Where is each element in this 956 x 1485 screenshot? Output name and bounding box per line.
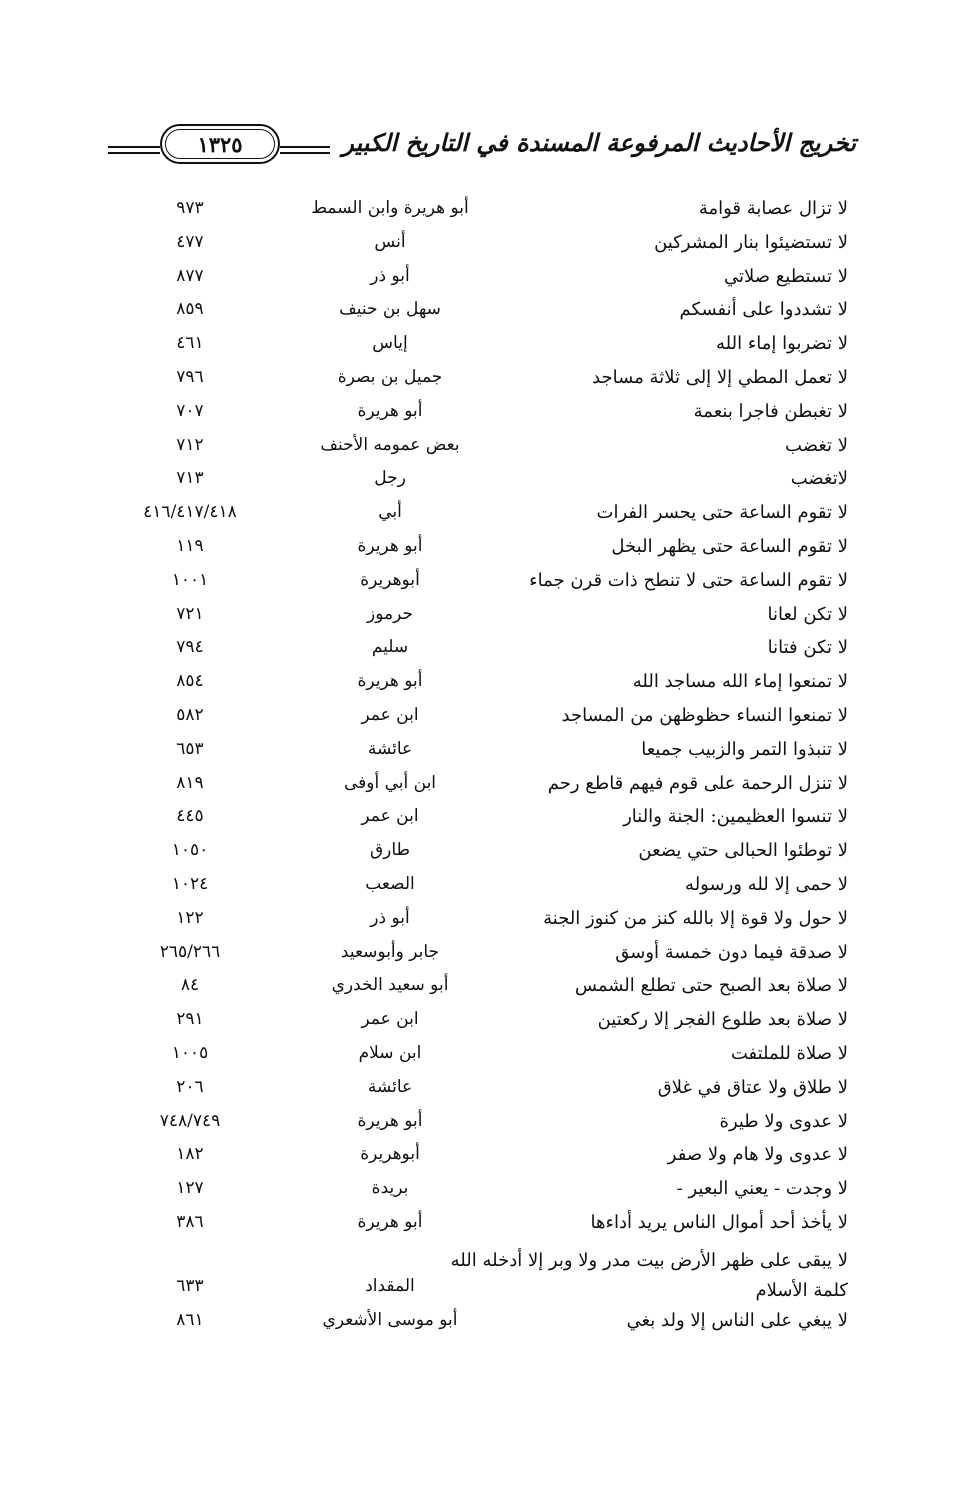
hadith-text: لا عدوى ولا هام ولا صفر <box>667 1144 848 1166</box>
hadith-number: ٤٧٧ <box>176 231 204 252</box>
hadith-number: ١٠٢٤ <box>171 873 209 894</box>
header-rule-mid <box>280 146 330 148</box>
hadith-number: ٢٦٥/٢٦٦ <box>159 941 221 962</box>
index-row <box>100 498 856 532</box>
narrator: أبوهريرة <box>360 569 420 590</box>
index-row <box>100 735 856 769</box>
hadith-number: ٨٥٩ <box>176 299 204 320</box>
hadith-number: ١٠٠١ <box>171 569 209 590</box>
hadith-text: لا تستطيع صلاتي <box>723 265 848 287</box>
hadith-number: ٢٩١ <box>176 1009 204 1030</box>
hadith-text: لا صدقة فيما دون خمسة أوسق <box>615 941 848 963</box>
header-rule-left <box>108 146 160 148</box>
narrator: سهل بن حنيف <box>339 299 441 320</box>
narrator: ابن سلام <box>358 1042 422 1063</box>
index-row <box>100 464 856 498</box>
index-row <box>100 532 856 566</box>
hadith-number: ٦٥٣ <box>176 738 204 759</box>
narrator: أبو هريرة <box>357 1110 423 1131</box>
index-row <box>100 363 856 397</box>
index-row <box>100 1107 856 1141</box>
hadith-text: لا تقوم الساعة حتى لا تنطح ذات قرن جماء <box>529 569 848 591</box>
narrator: سليم <box>371 637 409 658</box>
hadith-text: لا تستضيئوا بنار المشركين <box>654 231 848 253</box>
hadith-number: ٢٠٦ <box>176 1076 204 1097</box>
hadith-text: لا يبقى على ظهر الأرض بيت مدر ولا وبر إلا أدخله الله كلمة الأسلام <box>450 1249 848 1301</box>
hadith-number: ٨١٩ <box>176 772 204 793</box>
index-row <box>100 194 856 228</box>
hadith-text: لا عدوى ولا طيرة <box>719 1110 848 1132</box>
index-row <box>100 295 856 329</box>
hadith-text: لا صلاة بعد طلوع الفجر إلا ركعتين <box>597 1009 848 1031</box>
hadith-number: ٧٩٤ <box>176 637 204 658</box>
index-row <box>100 262 856 296</box>
hadith-number: ١٢٧ <box>176 1178 204 1199</box>
narrator: المقداد <box>365 1275 415 1296</box>
narrator: أبو موسى الأشعري <box>322 1309 458 1330</box>
index-row <box>100 1039 856 1073</box>
hadith-text: لا تمنعوا النساء حظوظهن من المساجد <box>561 704 848 726</box>
page-header <box>108 122 856 170</box>
hadith-text: لا طلاق ولا عتاق في غلاق <box>657 1076 848 1098</box>
hadith-number: ١١٩ <box>176 535 204 556</box>
index-row <box>100 769 856 803</box>
narrator: أبوهريرة <box>360 1144 420 1165</box>
hadith-text: لا تشددوا على أنفسكم <box>679 299 848 321</box>
hadith-number: ٧١٣ <box>176 468 204 489</box>
index-row <box>100 1208 856 1242</box>
hadith-text: لا تعمل المطي إلا إلى ثلاثة مساجد <box>592 366 848 388</box>
hadith-number: ٩٧٣ <box>176 198 204 218</box>
index-row <box>100 938 856 972</box>
narrator: أبو سعيد الخدري <box>331 975 449 996</box>
hadith-number: ٨٧٧ <box>176 265 204 286</box>
running-title: تخريج الأحاديث المرفوعة المسندة في التاريخ الكبير <box>342 128 856 157</box>
hadith-text: لا صلاة للملتفت <box>730 1042 848 1064</box>
index-row <box>100 397 856 431</box>
hadith-number: ١٢٢ <box>176 907 204 928</box>
narrator: جميل بن بصرة <box>337 366 443 387</box>
narrator: أبو هريرة <box>357 1211 423 1232</box>
hadith-text: لا تكن فتانا <box>767 637 848 659</box>
index-row <box>100 633 856 667</box>
hadith-number: ٧١٢ <box>176 434 204 455</box>
narrator: أبي <box>378 502 402 523</box>
hadith-number: ٨٥٤ <box>176 671 204 692</box>
hadith-number: ١٠٥٠ <box>171 840 209 861</box>
hadith-number: ٥٨٢ <box>176 704 204 725</box>
hadith-text: لا تقوم الساعة حتى يحسر الفرات <box>596 502 848 524</box>
index-row <box>100 600 856 634</box>
hadith-number: ٧٩٦ <box>176 366 204 387</box>
hadith-number: ٨٤ <box>180 975 200 996</box>
narrator: رجل <box>374 468 406 489</box>
hadith-text: لا تزال عصابة قوامة <box>698 198 848 219</box>
hadith-text: لا تمنعوا إماء الله مساجد الله <box>632 671 848 693</box>
page-number: ١٣٢٥ <box>165 129 275 159</box>
hadith-text: لا تنبذوا التمر والزبيب جميعا <box>641 738 848 760</box>
narrator: أنس <box>374 231 406 252</box>
index-row <box>100 667 856 701</box>
narrator: إياس <box>372 333 408 354</box>
index-row <box>100 566 856 600</box>
narrator: بعض عمومه الأحنف <box>320 434 460 455</box>
hadith-number: ١٨٢ <box>176 1144 204 1165</box>
hadith-number: ٦٣٣ <box>176 1275 204 1296</box>
hadith-text: لا تضربوا إماء الله <box>716 333 848 355</box>
index-row <box>100 1242 856 1306</box>
index-row <box>100 836 856 870</box>
hadith-number: ٤٦١ <box>176 333 204 354</box>
index-row <box>100 329 856 363</box>
hadith-text: لا تنسوا العظيمين: الجنة والنار <box>623 806 848 828</box>
index-row <box>100 431 856 465</box>
hadith-text: لاتغضب <box>790 468 848 490</box>
index-row <box>100 904 856 938</box>
hadith-text: لا تغضب <box>785 434 848 456</box>
index-row <box>100 870 856 904</box>
page-number-badge <box>160 124 280 164</box>
narrator: أبو ذر <box>370 265 410 286</box>
header-rule-mid-2 <box>280 152 330 154</box>
narrator: أبو هريرة <box>357 400 423 421</box>
hadith-number: ٣٨٦ <box>176 1211 204 1232</box>
narrator: جابر وأبوسعيد <box>340 941 440 962</box>
header-rule-left-2 <box>108 152 160 154</box>
hadith-number: ١٠٠٥ <box>171 1042 209 1063</box>
narrator: أبو هريرة <box>357 535 423 556</box>
narrator: أبو ذر <box>370 907 410 928</box>
hadith-number: ٨٦١ <box>176 1309 204 1330</box>
narrator: طارق <box>369 840 411 861</box>
hadith-text: لا يأخذ أحد أموال الناس يريد أداءها <box>590 1211 848 1233</box>
narrator: ابن عمر <box>361 1009 419 1030</box>
hadith-text: لا صلاة بعد الصبح حتى تطلع الشمس <box>574 975 848 997</box>
hadith-number: ٧٤٨/٧٤٩ <box>159 1110 221 1131</box>
index-row <box>100 1005 856 1039</box>
index-row <box>100 1073 856 1107</box>
hadith-text: لا توطئوا الحبالى حتي يضعن <box>638 840 848 862</box>
index-row <box>100 1140 856 1174</box>
hadith-text: لا تكن لعانا <box>767 603 848 625</box>
narrator: بريدة <box>371 1178 409 1199</box>
narrator: ابن عمر <box>361 704 419 725</box>
index-row <box>100 802 856 836</box>
hadith-number: ٤٤٥ <box>176 806 204 827</box>
hadith-text: لا وجدت - يعني البعير - <box>676 1178 848 1200</box>
hadith-number: ٧٠٧ <box>176 400 204 421</box>
index-row <box>100 701 856 735</box>
hadith-text: لا تغبطن فاجرا بنعمة <box>693 400 848 422</box>
narrator: أبو هريرة وابن السمط <box>311 198 469 218</box>
narrator: أبو هريرة <box>357 671 423 692</box>
hadith-text: لا تقوم الساعة حتى يظهر البخل <box>611 535 848 557</box>
hadith-number: ٧٢١ <box>176 603 204 624</box>
narrator: ابن عمر <box>361 806 419 827</box>
hadith-text: لا يبغي على الناس إلا ولد بغي <box>626 1309 848 1331</box>
index-row <box>100 1174 856 1208</box>
hadith-number: ٤١٦/٤١٧/٤١٨ <box>143 502 237 523</box>
narrator: الصعب <box>365 873 415 894</box>
narrator: ابن أبي أوفى <box>343 772 437 793</box>
index-row <box>100 228 856 262</box>
narrator: عائشة <box>367 1076 413 1097</box>
hadith-index-list <box>100 194 856 1340</box>
hadith-text: لا تنزل الرحمة على قوم فيهم قاطع رحم <box>547 772 848 794</box>
hadith-text: لا حول ولا قوة إلا بالله كنز من كنوز الجنة <box>543 907 848 929</box>
index-row <box>100 1306 856 1340</box>
index-row <box>100 971 856 1005</box>
narrator: عائشة <box>367 738 413 759</box>
hadith-text: لا حمى إلا لله ورسوله <box>685 873 848 895</box>
narrator: حرموز <box>367 603 413 624</box>
